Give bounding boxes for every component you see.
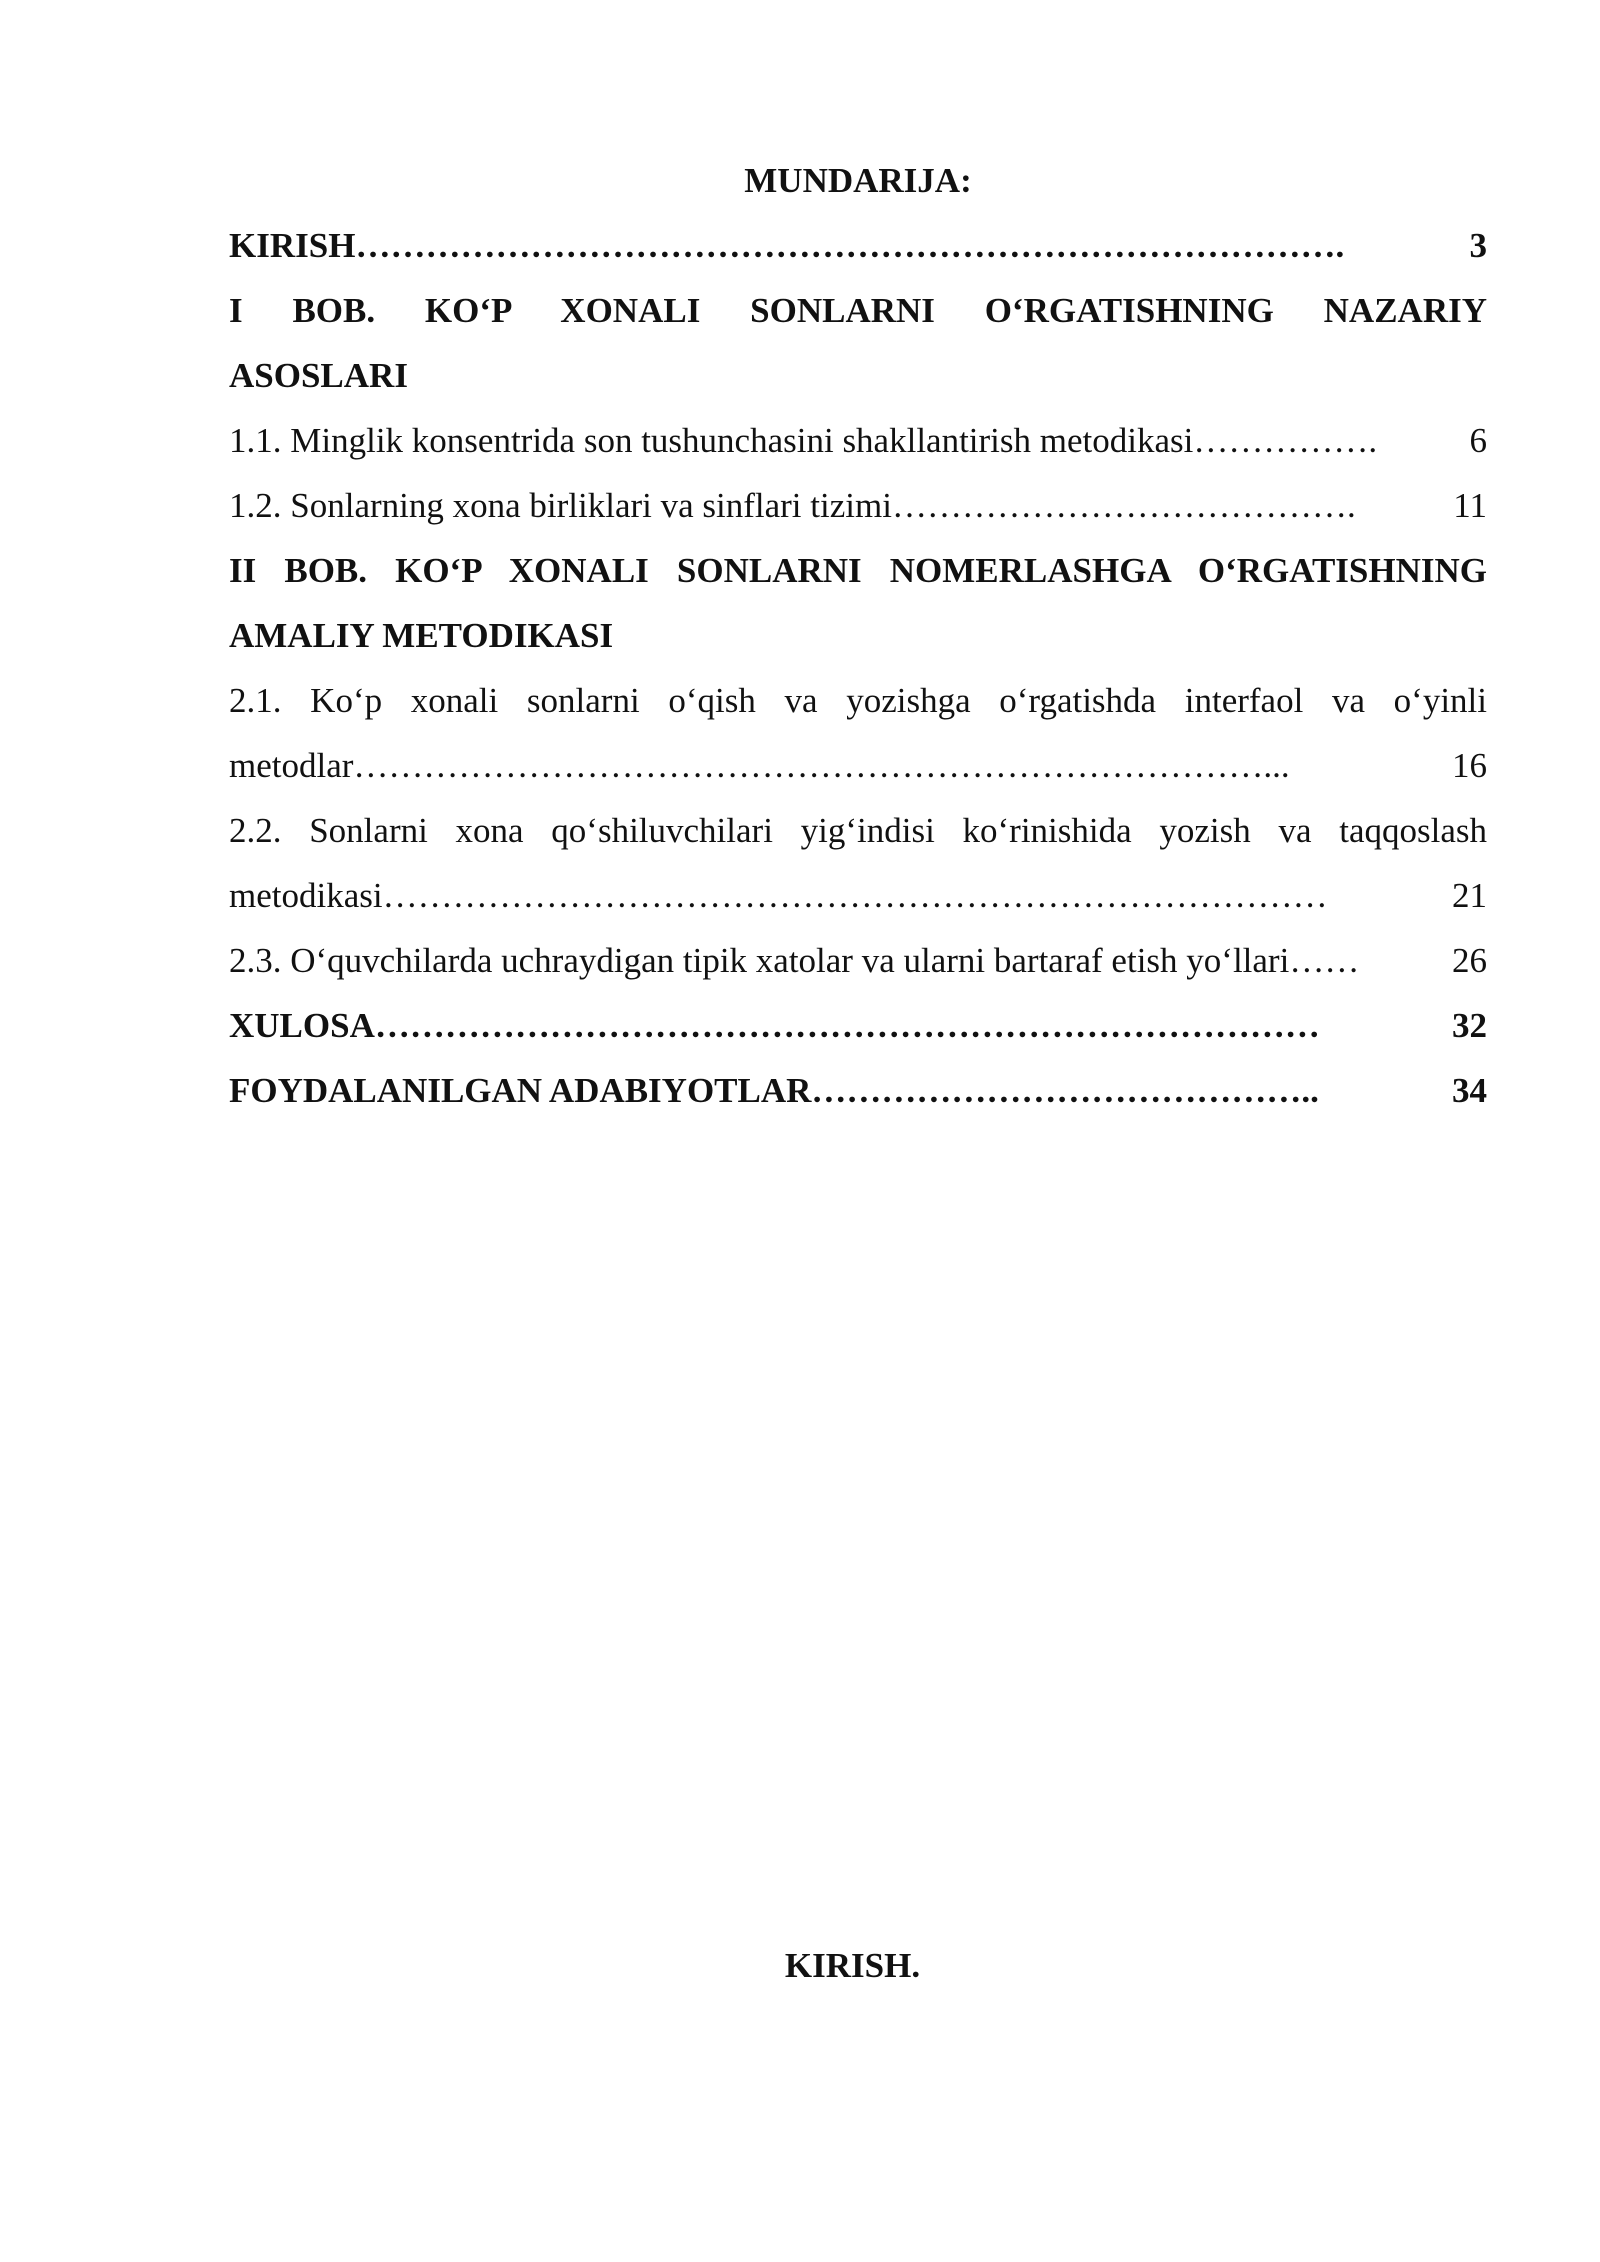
toc-entry-2-1-cont	[229, 733, 1487, 798]
toc-entry-references	[229, 1058, 1487, 1123]
toc-leader-dots: ………………………………………………………………………	[374, 1006, 1320, 1045]
toc-chapter-1-heading-cont: ASOSLARI	[229, 356, 408, 395]
toc-entry-text: 1.1. Minglik konsentrida son tushunchasini shakllantirish metodikasi	[229, 421, 1194, 460]
toc-entry-text: XULOSA	[229, 1006, 375, 1045]
toc-leader-dots: ……	[1289, 941, 1360, 980]
toc-page-number: 21	[1452, 876, 1487, 915]
toc-chapter-2-heading: II BOB. KO‘P XONALI SONLARNI NOMERLASHGA O‘RGATISHNING	[229, 551, 1487, 590]
toc-title: MUNDARIJA:	[744, 161, 972, 200]
toc-page-number: 6	[1469, 421, 1487, 460]
toc-entry-1-1	[229, 408, 1487, 473]
toc-page-number: 11	[1453, 486, 1487, 525]
toc-leader-dots: ……………………………………………………………………...	[353, 746, 1290, 785]
toc-leader-dots: …………….	[1193, 421, 1378, 460]
toc-entry-2-3	[229, 928, 1487, 993]
toc-page-number: 32	[1452, 1006, 1487, 1045]
toc-entry-text: FOYDALANILGAN ADABIYOTLAR	[229, 1071, 812, 1110]
toc-chapter-1-heading: I BOB. KO‘P XONALI SONLARNI O‘RGATISHNING NAZARIY	[229, 291, 1487, 330]
toc-chapter-2-heading-cont: AMALIY METODIKASI	[229, 616, 614, 655]
toc-leader-dots: ………………………………………………………………………….	[355, 226, 1345, 265]
toc-entry-1-2	[229, 473, 1487, 538]
toc-entry-xulosa	[229, 993, 1487, 1058]
toc-page-number: 34	[1452, 1071, 1487, 1110]
toc-entry-text: KIRISH	[229, 226, 356, 265]
toc-page-number: 3	[1469, 226, 1487, 265]
toc-entry-2-2: 2.2. Sonlarni xona qo‘shiluvchilari yig‘indisi ko‘rinishida yozish va taqqoslash	[229, 811, 1487, 850]
toc-entry-2-2-cont	[229, 863, 1487, 928]
section-heading-kirish: KIRISH.	[784, 1946, 921, 1985]
toc-leader-dots: ………………………………….	[891, 486, 1356, 525]
toc-entry-text: metodlar	[229, 746, 354, 785]
toc-entry-text: 1.2. Sonlarning xona birliklari va sinflari tizimi	[229, 486, 892, 525]
toc-leader-dots: ………………………………………………………………………	[382, 876, 1328, 915]
table-of-contents	[229, 148, 1487, 1123]
toc-entry-2-1: 2.1. Ko‘p xonali sonlarni o‘qish va yozishga o‘rgatishda interfaol va o‘yinli	[229, 681, 1487, 720]
toc-entry-kirish	[229, 213, 1487, 278]
toc-leader-dots: ……………………………………..	[811, 1071, 1319, 1110]
toc-entry-text: 2.3. O‘quvchilarda uchraydigan tipik xatolar va ularni bartaraf etish yo‘llari	[229, 941, 1290, 980]
toc-page-number: 26	[1452, 941, 1487, 980]
toc-entry-text: metodikasi	[229, 876, 383, 915]
toc-page-number: 16	[1452, 746, 1487, 785]
